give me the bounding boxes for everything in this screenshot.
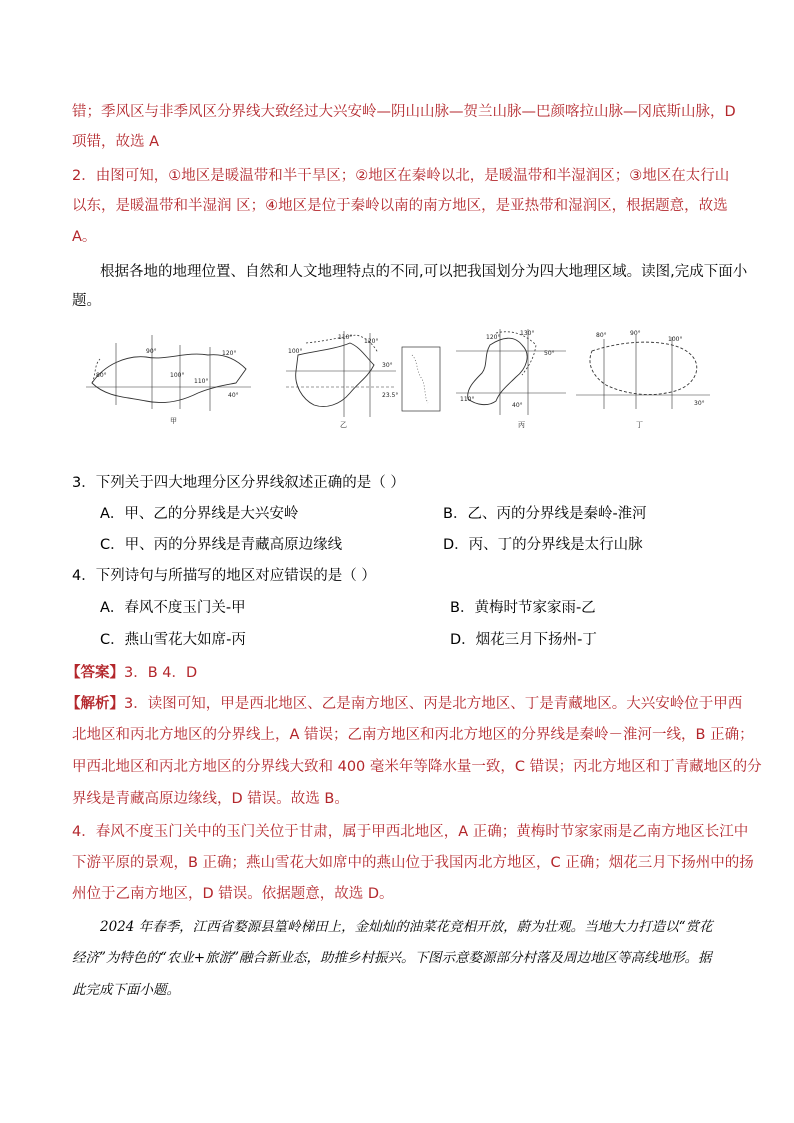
map-jia-label-3: 100° <box>170 372 185 379</box>
map-jia <box>86 325 256 435</box>
q4-option-a: A．春风不度玉门关-甲 <box>100 600 246 616</box>
intro-line-2: 题。 <box>72 293 101 309</box>
map-ding-label-2: 90° <box>630 330 641 337</box>
map-bing-label-2: 130° <box>520 330 535 337</box>
analysis-line-2: 北地区和丙北方地区的分界线上，A 错误；乙南方地区和丙北方地区的分界线是秦岭－淮河一线，B 正确； <box>72 727 754 743</box>
map-yi-outline <box>296 343 374 407</box>
map-ding-label-3: 100° <box>668 336 683 343</box>
map-bing <box>456 325 576 435</box>
q4-option-c: C．燕山雪花大如席-丙 <box>100 632 246 648</box>
map-ding-outline <box>590 342 697 394</box>
map-jia-label-5: 120° <box>222 350 237 357</box>
analysis-line-1 <box>66 694 742 714</box>
analysis-line-6: 下游平原的景观，B 正确；燕山雪花大如席中的燕山位于我国丙北方地区，C 正确；烟花三月下扬州中的扬 <box>72 855 754 871</box>
map-bing-label-5: 40° <box>512 402 523 409</box>
map-yi-label-2: 120° <box>364 338 379 345</box>
map-jia-label-6: 40° <box>228 392 239 399</box>
passage-line-2: 经济”为特色的“农业+旅游”融合新业态，助推乡村振兴。下图示意婺源部分村落及周边地区等高线地形。据 <box>72 950 712 966</box>
map-ding-label-1: 80° <box>596 332 607 339</box>
answer-tag: 【答案】 <box>66 665 124 681</box>
answer-text: 3．B 4．D <box>124 665 198 681</box>
intro-line-1: 根据各地的地理位置、自然和人文地理特点的不同,可以把我国划分为四大地理区域。读图,完成下面小 <box>100 264 748 280</box>
explanation-line-3: 2．由图可知，①地区是暖温带和半干旱区；②地区在秦岭以北，是暖温带和半湿润区；③地区在太行山 <box>72 168 730 184</box>
q3-stem: 3．下列关于四大地理分区分界线叙述正确的是（ ） <box>72 475 405 491</box>
q3-option-c: C．甲、丙的分界线是青藏高原边缘线 <box>100 537 343 553</box>
q4-option-d: D．烟花三月下扬州-丁 <box>450 632 597 648</box>
explanation-line-5: A。 <box>72 229 97 245</box>
map-yi-label-3: 100° <box>288 348 303 355</box>
q3-option-a: A．甲、乙的分界线是大兴安岭 <box>100 506 299 522</box>
map-jia-label-1: 80° <box>96 372 107 379</box>
region-maps-figure <box>86 325 716 435</box>
q3-option-b: B．乙、丙的分界线是秦岭-淮河 <box>443 506 647 522</box>
map-jia-label-4: 110° <box>194 378 209 385</box>
passage-line-1: 2024 年春季，江西省婺源县篁岭梯田上，金灿灿的油菜花竞相开放，蔚为壮观。当地大力打造以“赏花 <box>100 919 713 935</box>
analysis-tag: 【解析】 <box>66 696 124 712</box>
analysis-line-5: 4．春风不度玉门关中的玉门关位于甘肃，属于甲西北地区，A 正确；黄梅时节家家雨是乙南方地区长江中 <box>72 824 749 840</box>
map-yi-label-4: 30° <box>382 362 393 369</box>
map-bing-label-1: 120° <box>486 334 501 341</box>
map-ding-caption: 丁 <box>636 421 643 429</box>
explanation-line-2: 项错，故选 A <box>72 134 160 150</box>
map-bing-label-4: 110° <box>460 396 475 403</box>
explanation-line-4: 以东，是暖温带和半湿润 区；④地区是位于秦岭以南的南方地区，是亚热带和湿润区，根据题意，故选 <box>72 198 728 214</box>
map-jia-caption: 甲 <box>170 417 177 425</box>
map-bing-caption: 丙 <box>518 421 525 429</box>
analysis-line-7: 州位于乙南方地区，D 错误。依据题意，故选 D。 <box>72 886 394 902</box>
map-jia-outline <box>92 354 246 403</box>
map-bing-label-3: 50° <box>544 350 555 357</box>
q4-stem: 4．下列诗句与所描写的地区对应错误的是（ ） <box>72 568 376 584</box>
map-jia-label-2: 90° <box>146 348 157 355</box>
passage-line-3: 此完成下面小题。 <box>72 982 180 998</box>
q3-option-d: D．丙、丁的分界线是太行山脉 <box>443 537 643 553</box>
analysis-line-4: 界线是青藏高原边缘线，D 错误。故选 B。 <box>72 791 349 807</box>
map-yi-caption: 乙 <box>340 421 347 429</box>
map-yi-label-1: 110° <box>338 334 353 341</box>
answer-block <box>66 663 197 683</box>
map-yi <box>286 325 446 435</box>
analysis-text-1: 3．读图可知，甲是西北地区、乙是南方地区、丙是北方地区、丁是青藏地区。大兴安岭位于甲西 <box>124 696 743 712</box>
analysis-line-3: 甲西北地区和丙北方地区的分界线大致和 400 毫米年等降水量一致，C 错误；丙北方地区和丁青藏地区的分 <box>72 759 762 775</box>
map-bing-outline <box>468 338 527 404</box>
explanation-line-1: 错；季风区与非季风区分界线大致经过大兴安岭—阴山山脉—贺兰山脉—巴颜喀拉山脉—冈底斯山脉，D <box>72 104 736 120</box>
map-ding <box>576 325 716 435</box>
q4-option-b: B．黄梅时节家家雨-乙 <box>450 600 596 616</box>
map-yi-label-5: 23.5° <box>382 392 399 399</box>
map-ding-label-4: 30° <box>694 400 705 407</box>
